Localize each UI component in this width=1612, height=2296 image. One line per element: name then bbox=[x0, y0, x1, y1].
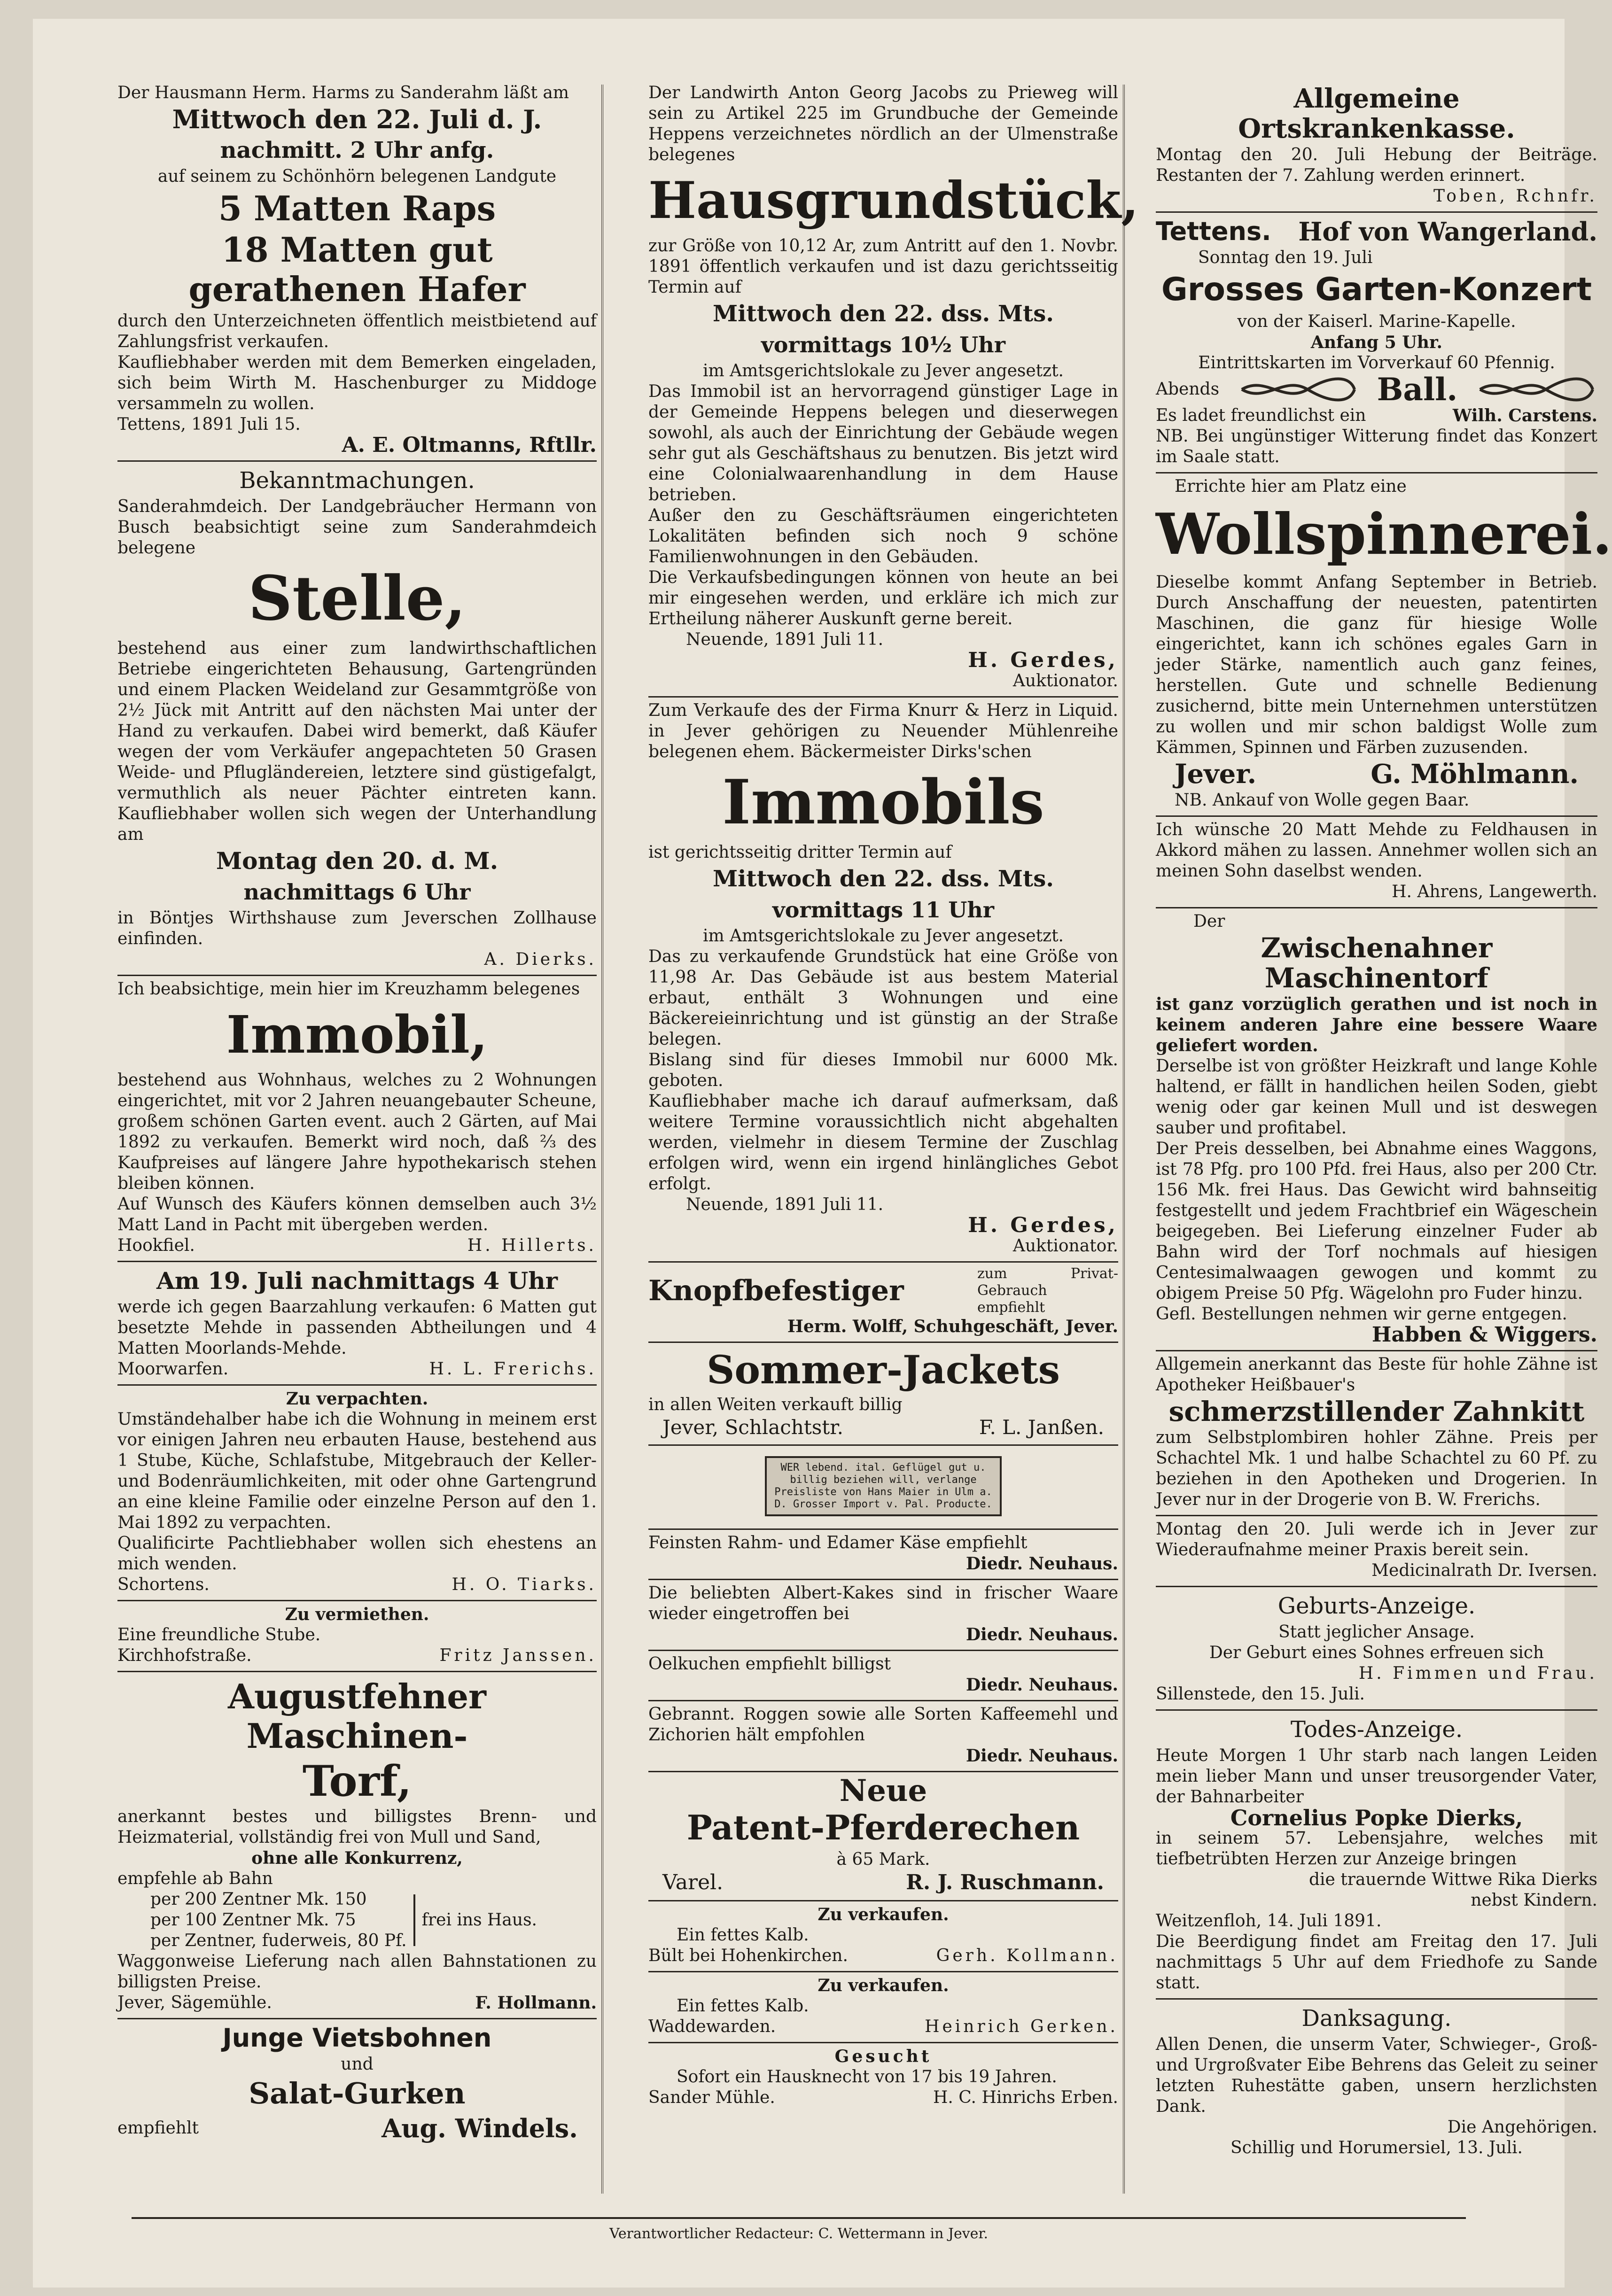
ad-iversen bbox=[1156, 1516, 1597, 1587]
ad-body: Statt jeglicher Ansage. Der Geburt eines Sohnes erfreuen sich bbox=[1209, 1622, 1544, 1662]
ad-neuhaus-3 bbox=[648, 1651, 1118, 1701]
ad-stamp bbox=[648, 1446, 1118, 1530]
ad-signature: Die Angehörigen. bbox=[1447, 2118, 1597, 2137]
ad-signature: H. Gerdes, bbox=[968, 1213, 1118, 1237]
ad-body: Montag den 20. Juli werde ich in Jever zur Wiederaufnahme meiner Praxis bereit sein. bbox=[1156, 1520, 1597, 1559]
ad-footer bbox=[117, 1235, 597, 1256]
ad-body: ist gerichtsseitig dritter Termin auf bbox=[648, 843, 952, 862]
ad-immobil-kreuzhamm bbox=[117, 976, 597, 1262]
ad-name: Cornelius Popke Dierks, bbox=[1230, 1805, 1523, 1831]
ad-kalb-2 bbox=[648, 1972, 1118, 2043]
ad-title: Allgemeine Ortskrankenkasse. bbox=[1238, 83, 1515, 144]
ad-signature: Medicinalrath Dr. Iversen. bbox=[1371, 1561, 1597, 1580]
ad-place: Bült bei Hohenkirchen. bbox=[648, 1946, 848, 1965]
ad-body: Die Beerdigung findet am Freitag den 17. Juli nachmittags 5 Uhr auf dem Friedhofe zu Sande statt. bbox=[1156, 1932, 1597, 1993]
ad-body: Gebrannt. Roggen sowie alle Sorten Kaffeemehl und Zichorien hält empfohlen bbox=[648, 1705, 1118, 1745]
ornament-right-icon bbox=[1475, 375, 1597, 403]
ad-place: Moorwarfen. bbox=[117, 1359, 229, 1379]
ad-signature: Herm. Wolff, Schuhgeschäft, Jever. bbox=[787, 1317, 1118, 1336]
ad-bold: ist ganz vorzüglich gerathen und ist noch in keinem anderen Jahre eine bessere Waare geliefert worden. bbox=[1156, 994, 1597, 1055]
ad-title: Junge Vietsbohnen bbox=[222, 2023, 492, 2053]
ad-lead: empfiehlt bbox=[117, 2118, 199, 2138]
ad-body: Ein fettes Kalb. bbox=[677, 1996, 809, 2016]
ad-signature: nebst Kindern. bbox=[1471, 1891, 1597, 1910]
ad-sommer-jackets bbox=[648, 1343, 1118, 1446]
ad-knopfbefestiger bbox=[648, 1263, 1118, 1343]
ad-body: Eine freundliche Stube. bbox=[117, 1625, 321, 1644]
ad-signature: Wilh. Carstens. bbox=[1452, 406, 1597, 426]
ad-intro: Errichte hier am Platz eine bbox=[1175, 477, 1407, 496]
ad-title: Zwischenahner Maschinentorf bbox=[1261, 932, 1493, 994]
ad-time: vormittags 11 Uhr bbox=[772, 897, 994, 923]
ad-title: Augustfehner Maschinen- bbox=[228, 1676, 486, 1756]
advert-stamp: WER lebend. ital. Geflügel gut u. billig beziehen will, verlange Preisliste von Hans Maier in Ulm a. D. Grosser Import v. Pal. Producte. bbox=[765, 1456, 1002, 1516]
ad-neuhaus-1 bbox=[648, 1530, 1118, 1580]
ad-intro: Der Landwirth Anton Georg Jacobs zu Prieweg will sein zu Artikel 225 im Grundbuche der Gemeinde Heppens verzeichnetes nördlich an der Ulmenstraße belegenes bbox=[648, 83, 1118, 164]
ad-heading: Zu verpachten. bbox=[286, 1389, 428, 1409]
ad-signature: Gerh. Kollmann. bbox=[936, 1946, 1118, 1965]
ad-title: Geburts-Anzeige. bbox=[1277, 1593, 1476, 1619]
ad-place: Neuende, 1891 Juli 11. bbox=[686, 630, 884, 649]
ball-row bbox=[1156, 371, 1597, 408]
ad-body: Feinsten Rahm- und Edamer Käse empfiehlt bbox=[648, 1533, 1028, 1552]
ad-title: Hausgrundstück, bbox=[648, 171, 1139, 230]
ad-item: 18 Matten gut gerathenen Hafer bbox=[188, 230, 526, 309]
ad-place: Jever, Sägemühle. bbox=[117, 1993, 272, 2012]
ad-lead: Der bbox=[1193, 912, 1225, 931]
ad-intro: Zum Verkaufe des der Firma Knurr & Herz in Liquid. in Jever gehörigen zu Neuender Mühlenreihe belegenen ehem. Bäckermeister Dirks'schen bbox=[648, 701, 1118, 761]
ad-date: Sonntag den 19. Juli bbox=[1198, 248, 1373, 267]
ad-location: im Amtsgerichtslokale zu Jever angesetzt. bbox=[702, 926, 1064, 946]
ad-zahnkitt bbox=[1156, 1351, 1597, 1516]
ad-date: Mittwoch den 22. dss. Mts. bbox=[713, 301, 1054, 327]
ad-immobils-neuende bbox=[648, 698, 1118, 1263]
ad-body: bestehend aus Wohnhaus, welches zu 2 Wohnungen eingerichtet, mit vor 2 Jahren neuangebauter Scheune, großem schönen Garten event. auch 2 Gärten, auf Mai 1892 zu verkaufen. Bemerkt wird noch, daß ⅔ des Kaufpreises auf längere Jahre hypothekarisch stehen bleiben können. Auf Wunsch des Käufers können demselben auch 3½ Matt Land in Pacht mit übergeben werden. bbox=[117, 1070, 597, 1234]
section-heading: Bekanntmachungen. bbox=[239, 467, 475, 494]
ad-intro: Allgemein anerkannt das Beste für hohle Zähne ist Apotheker Heißbauer's bbox=[1156, 1355, 1597, 1395]
column-left bbox=[117, 80, 597, 2149]
ad-body: Die beliebten Albert-Kakes sind in frischer Waare wieder eingetroffen bei bbox=[648, 1583, 1118, 1623]
ad-evening: Abends bbox=[1156, 380, 1220, 399]
ad-signature: R. J. Ruschmann. bbox=[906, 1870, 1104, 1894]
ad-body: Oelkuchen empfiehlt billigst bbox=[648, 1654, 891, 1674]
ad-title: Stelle, bbox=[248, 562, 466, 634]
ad-signature: H. Hillerts. bbox=[467, 1236, 597, 1255]
ad-title: Wollspinnerei. bbox=[1156, 501, 1612, 567]
ad-body: Derselbe ist von größter Heizkraft und lange Kohle haltend, er fällt in handlichen heilen Soden, giebt wenig oder gar keinen Mull und ist deswegen sauber und profitabel. Der Preis desselben, bei Abnahme eines Waggons, ist 78 Pfg. pro 100 Pfd. frei Haus, also per 200 Ctr. 156 Mk. frei Haus. Das Gewicht wird bahnseitig festgestellt und jedem Frachtbrief ein Wägeschein beigegeben. Bei Lieferung einzelner Fuder ab Bahn wird der Torf nochmals auf hiesigen Centesimalwaagen gewogen und kommt zu obigem Preise 50 Pfg. Wägelohn pro Fuder hinzu. Gefl. Bestellungen nehmen wir gerne entgegen. bbox=[1156, 1056, 1597, 1324]
ad-title: Sommer-Jackets bbox=[707, 1348, 1060, 1393]
ad-place: Neuende, 1891 Juli 11. bbox=[686, 1195, 884, 1214]
ad-conjunction: und bbox=[341, 2055, 374, 2074]
ad-neuhaus-2 bbox=[648, 1580, 1118, 1651]
ad-item: 5 Matten Raps bbox=[218, 188, 496, 228]
ad-title: Todes-Anzeige. bbox=[1290, 1716, 1463, 1743]
ad-footer bbox=[648, 1946, 1118, 1966]
ad-footer bbox=[1156, 758, 1597, 790]
ad-mehde bbox=[117, 1262, 597, 1386]
column-rule-2 bbox=[1123, 85, 1125, 2194]
ad-place: Schortens. bbox=[117, 1575, 210, 1594]
ad-title: Immobils bbox=[722, 766, 1044, 838]
ad-body: zur Größe von 10,12 Ar, zum Antritt auf den 1. Novbr. 1891 öffentlich verkaufen und ist dazu gerichtsseitig Termin auf bbox=[648, 236, 1118, 297]
page-footer: Verantwortlicher Redacteur: C. Wettermann in Jever. bbox=[132, 2217, 1466, 2242]
ad-title: Neue bbox=[839, 1773, 927, 1808]
ad-names: H. Fimmen und Frau. bbox=[1358, 1664, 1597, 1683]
ad-time: nachmitt. 2 Uhr anfg. bbox=[220, 137, 494, 163]
price-item: per Zentner, fuderweis, 80 Pf. bbox=[150, 1931, 407, 1950]
ad-pferderechen bbox=[648, 1772, 1118, 1901]
ad-footer bbox=[648, 1870, 1118, 1895]
ad-place: Schillig und Horumersiel, 13. Juli. bbox=[1230, 2138, 1523, 2157]
ad-harms-auction bbox=[117, 80, 597, 462]
ad-signature: H. Gerdes, bbox=[968, 648, 1118, 672]
ad-title: Hof von Wangerland. bbox=[1298, 217, 1597, 247]
ad-windels bbox=[117, 2019, 597, 2149]
ad-signature: F. Hollmann. bbox=[475, 1993, 597, 2013]
ad-konzert bbox=[1156, 213, 1597, 473]
ad-time: vormittags 10½ Uhr bbox=[761, 332, 1005, 357]
ad-signature: Diedr. Neuhaus. bbox=[966, 1554, 1118, 1574]
ad-footer bbox=[117, 2112, 597, 2144]
ad-ortskrankenkasse bbox=[1156, 80, 1597, 213]
ad-place: Varel. bbox=[662, 1870, 724, 1894]
ad-location: auf seinem zu Schönhörn belegenen Landgute bbox=[157, 167, 557, 186]
ad-body: Umständehalber habe ich die Wohnung in meinem erst vor einigen Jahren neu erbauten Hause, bestehend aus 1 Stube, Küche, Schlafstube, Mitgebrauch der Keller- und Bodenräumlichkeiten, mit oder ohne Gartengrund an eine kleine Familie oder einzelne Person auf den 1. Mai 1892 zu verpachten. Qualificirte Pachtliebhaber wollen sich ehestens an mich wenden. bbox=[117, 1410, 597, 1574]
ad-heading: Gesucht bbox=[834, 2047, 932, 2066]
ad-date: Am 19. Juli nachmittags 4 Uhr bbox=[156, 1267, 558, 1295]
ad-date: Mittwoch den 22. dss. Mts. bbox=[713, 866, 1054, 892]
ad-heading: Zu verkaufen. bbox=[818, 1905, 949, 1924]
ad-main: Grosses Garten-Konzert bbox=[1161, 271, 1592, 308]
ad-place: Sillenstede, den 15. Juli. bbox=[1156, 1684, 1365, 1704]
ad-body: anerkannt bestes und billigstes Brenn- und Heizmaterial, vollständig frei von Mull und Sand, bbox=[117, 1807, 597, 1847]
ad-by: von der Kaiserl. Marine-Kapelle. bbox=[1237, 312, 1516, 331]
ad-footer bbox=[117, 1359, 597, 1380]
ad-place: Jever. bbox=[1175, 759, 1257, 790]
price-item: per 100 Zentner Mk. 75 bbox=[150, 1910, 356, 1930]
ad-role: Auktionator. bbox=[1012, 671, 1118, 690]
ad-footer bbox=[117, 1645, 597, 1666]
ad-place: Jever, Schlachtstr. bbox=[662, 1416, 843, 1439]
ad-title: Knopfbefestiger bbox=[648, 1274, 904, 1307]
ad-place: Tettens, 1891 Juli 15. bbox=[117, 415, 301, 434]
ad-augustfehn-torf bbox=[117, 1672, 597, 2019]
ad-wollspinnerei bbox=[1156, 473, 1612, 817]
column-rule-1 bbox=[601, 85, 603, 2194]
ad-signature: H. O. Tiarks. bbox=[452, 1575, 597, 1594]
price-note: frei ins Haus. bbox=[421, 1910, 537, 1930]
ad-title: Salat-Gurken bbox=[249, 2076, 466, 2110]
ad-signature: G. Möhlmann. bbox=[1371, 759, 1579, 790]
ad-body: zum Selbstplombiren hohler Zähne. Preis per Schachtel Mk. 1 und halbe Schachtel zu 60 Pf. zu beziehen in den Apotheken und Drogerien. In Jever nur in der Drogerie von B. W. Frerichs. bbox=[1156, 1428, 1597, 1509]
ad-signature: H. L. Frerichs. bbox=[429, 1359, 597, 1379]
price-item: per 200 Zentner Mk. 150 bbox=[150, 1890, 367, 1909]
ad-body: Ein fettes Kalb. bbox=[677, 1925, 809, 1945]
ad-signature: F. L. Janßen. bbox=[979, 1416, 1104, 1439]
ad-note: zum Privat-Gebrauch empfiehlt bbox=[977, 1265, 1118, 1316]
ad-body: Ich wünsche 20 Matt Mehde zu Feldhausen in Akkord mähen zu lassen. Annehmer wollen sich an meinen Sohn daselbst wenden. bbox=[1156, 820, 1597, 881]
ad-signature: Diedr. Neuhaus. bbox=[966, 1746, 1118, 1766]
ad-body: Sofort ein Hausknecht von 17 bis 19 Jahren. bbox=[677, 2067, 1057, 2087]
ad-neuhaus-4 bbox=[648, 1701, 1118, 1772]
ad-place: Kirchhofstraße. bbox=[117, 1646, 252, 1665]
ad-geburt bbox=[1156, 1587, 1597, 1711]
ad-invite: Es ladet freundlichst ein bbox=[1156, 406, 1366, 425]
ad-place: Hookfiel. bbox=[117, 1236, 195, 1255]
ad-signature: A. E. Oltmanns, Rftllr. bbox=[342, 433, 597, 457]
price-items bbox=[150, 1889, 407, 1951]
ad-title: Patent-Pferderechen bbox=[686, 1807, 1080, 1847]
ad-nb: NB. Ankauf von Wolle gegen Baar. bbox=[1175, 791, 1470, 810]
ad-ball: Ball. bbox=[1377, 371, 1458, 408]
ad-signature: Diedr. Neuhaus. bbox=[966, 1625, 1118, 1644]
ad-tod bbox=[1156, 1711, 1597, 2000]
ad-stelle bbox=[117, 462, 597, 976]
ad-header bbox=[1156, 216, 1597, 248]
ad-location: in Böntjes Wirthshause zum Jeverschen Zollhause einfinden. bbox=[117, 908, 597, 948]
ad-body: werde ich gegen Baarzahlung verkaufen: 6 Matten gut besetzte Mehde in passenden Abtheilungen und 4 Matten Moorlands-Mehde. bbox=[117, 1297, 597, 1358]
ad-date: Montag den 20. d. M. bbox=[216, 847, 498, 875]
ad-body: Das zu verkaufende Grundstück hat eine Größe von 11,98 Ar. Das Gebäude ist aus bestem Material erbaut, enthält 3 Wohnungen und eine Bäckereieinrichtung und ist günstig an der Straße belegen. Bislang sind für dieses Immobil nur 6000 Mk. geboten. Kaufliebhaber mache ich darauf aufmerksam, daß weitere Termine voraussichtlich nicht abgehalten werden, vielmehr in diesem Termine der Zuschlag erfolgen wird, wenn ein irgend hinlängliches Gebot erfolgt. bbox=[648, 947, 1118, 1194]
ad-footer bbox=[648, 2087, 1118, 2108]
ad-danksagung bbox=[1156, 2000, 1597, 2163]
ad-location: im Amtsgerichtslokale zu Jever angesetzt. bbox=[702, 361, 1064, 380]
ad-title: Immobil, bbox=[226, 1004, 488, 1065]
ad-place: Tettens. bbox=[1156, 217, 1271, 246]
price-list bbox=[150, 1889, 597, 1951]
ad-intro: Ich beabsichtige, mein hier im Kreuzhamm belegenes bbox=[117, 979, 580, 999]
ad-title: schmerzstillender Zahnkitt bbox=[1168, 1396, 1585, 1427]
ad-heading: Zu vermiethen. bbox=[285, 1605, 429, 1624]
ad-body: in allen Weiten verkauft billig bbox=[648, 1395, 903, 1414]
ad-title: Danksagung. bbox=[1301, 2005, 1452, 2032]
ad-body: in seinem 57. Lebensjahre, welches mit tiefbetrübten Herzen zur Anzeige bringen bbox=[1156, 1829, 1597, 1869]
ad-title: Torf, bbox=[302, 1756, 412, 1806]
ad-note: ohne alle Konkurrenz, bbox=[251, 1848, 463, 1868]
ad-time: nachmittags 6 Uhr bbox=[243, 879, 471, 905]
ad-lead: empfehle ab Bahn bbox=[117, 1869, 273, 1888]
ad-hausgrundstueck bbox=[648, 80, 1139, 698]
ad-body: Das Immobil ist an hervorragend günstiger Lage in der Gemeinde Heppens belegen und dieserwegen sowohl, als auch der Einrichtung der Gebäude wegen sehr gut als Geschäftshaus zu benutzen. Bis jetzt wird eine Colonialwaarenhandlung in dem Hause betrieben. Außer den zu Geschäftsräumen eingerichteten Lokalitäten befinden sich noch 9 schöne Familienwohnungen in den Gebäuden. Die Verkaufsbedingungen können von heute an bei mir eingesehen werden, und erkläre ich mich zur Ertheilung näherer Auskunft gerne bereit. bbox=[648, 382, 1118, 628]
ad-ahrens bbox=[1156, 817, 1597, 908]
brace bbox=[413, 1894, 415, 1946]
ad-signature: Diedr. Neuhaus. bbox=[966, 1675, 1118, 1695]
column-middle bbox=[648, 80, 1139, 2113]
ad-signature: H. C. Hinrichs Erben. bbox=[933, 2088, 1118, 2107]
ad-signature: Habben & Wiggers. bbox=[1371, 1323, 1597, 1347]
ad-intro: Sanderahmdeich. Der Landgebräucher Hermann von Busch beabsichtigt seine zum Sanderahmdeich belegene bbox=[117, 497, 597, 558]
ad-signature: Heinrich Gerken. bbox=[925, 2017, 1118, 2036]
ad-footer bbox=[1156, 405, 1597, 426]
ad-kalb-1 bbox=[648, 1901, 1118, 1972]
ad-verpachten bbox=[117, 1386, 597, 1601]
ad-footer bbox=[648, 1415, 1118, 1440]
newspaper-page bbox=[33, 19, 1612, 2288]
ad-place: Waddewarden. bbox=[648, 2017, 776, 2036]
column-right bbox=[1156, 80, 1612, 2163]
ad-header bbox=[648, 1265, 1118, 1316]
ad-footer bbox=[117, 1575, 597, 1595]
ad-zwischenahn-torf bbox=[1156, 908, 1597, 1351]
ad-heading: Zu verkaufen. bbox=[818, 1976, 949, 1995]
ad-signature: A. Dierks. bbox=[484, 950, 597, 969]
ad-place: Sander Mühle. bbox=[648, 2088, 775, 2107]
ad-signature: H. Ahrens, Langewerth. bbox=[1392, 882, 1597, 901]
ad-role: Auktionator. bbox=[1012, 1236, 1118, 1256]
ornament-left-icon bbox=[1237, 375, 1359, 403]
ad-intro: Der Hausmann Herm. Harms zu Sanderahm läßt am bbox=[117, 83, 569, 102]
ad-start: Anfang 5 Uhr. bbox=[1310, 333, 1443, 352]
ad-footer bbox=[648, 2017, 1118, 2037]
ad-body: bestehend aus einer zum landwirthschaftlichen Betriebe eingerichteten Behausung, Gartengründen und einem Placken Weideland zur Gesammtgröße von 2½ Jück mit Antritt auf den nächsten Mai unter der Hand zu verkaufen. Dabei wird bemerkt, daß Käufer wegen der vom Verkäufer angepachteten 50 Grasen Weide- und Pflugländereien, letztere sind güstigefalgt, vermuthlich als neuer Pächter eintreten kann. Kaufliebhaber wollen sich wegen der Unterhandlung am bbox=[117, 639, 597, 844]
ad-date: Mittwoch den 22. Juli d. J. bbox=[172, 104, 542, 134]
ad-signature: Aug. Windels. bbox=[382, 2113, 578, 2143]
ad-price: à 65 Mark. bbox=[836, 1850, 930, 1869]
ad-footer bbox=[117, 1993, 597, 2013]
ad-tickets: Eintrittskarten im Vorverkauf 60 Pfennig. bbox=[1198, 353, 1555, 372]
ad-vermiethen bbox=[117, 1601, 597, 1672]
ad-nb: NB. Bei ungünstiger Witterung findet das Konzert im Saale statt. bbox=[1156, 427, 1597, 466]
ad-place: Weitzenfloh, 14. Juli 1891. bbox=[1156, 1911, 1382, 1931]
ad-body: Allen Denen, die unserm Vater, Schwieger-, Groß- und Urgroßvater Eibe Behrens das Geleit zu seiner letzten Ruhestätte gaben, unsern herzlichsten Dank. bbox=[1156, 2035, 1597, 2116]
ad-body: Dieselbe kommt Anfang September in Betrieb. Durch Anschaffung der neuesten, patentirten Maschinen, die ganz für hiesige Wolle eingerichtet, kann ich schönes egales Garn in jeder Stärke, namentlich auch ganz feines, herstellen. Gute und schnelle Bedienung zusichernd, bitte mein Unternehmen unterstützen zu wollen und mir schon baldigst Wolle zum Kämmen, Spinnen und Färben zuzusenden. bbox=[1156, 573, 1597, 757]
ad-signature: Toben, Rchnfr. bbox=[1433, 186, 1597, 206]
ad-body: Waggonweise Lieferung nach allen Bahnstationen zu billigsten Preise. bbox=[117, 1952, 597, 1992]
ad-signature: Fritz Janssen. bbox=[439, 1646, 597, 1665]
ad-body: durch den Unterzeichneten öffentlich meistbietend auf Zahlungsfrist verkaufen. Kaufliebhaber werden mit dem Bemerken eingeladen, sich beim Wirth M. Haschenburger zu Middoge versammeln zu wollen. bbox=[117, 311, 597, 413]
ad-body: Heute Morgen 1 Uhr starb nach langen Leiden mein lieber Mann und unser treusorgender Vater, der Bahnarbeiter bbox=[1156, 1746, 1597, 1807]
ad-body: Montag den 20. Juli Hebung der Beiträge. Restanten der 7. Zahlung werden erinnert. bbox=[1156, 145, 1597, 185]
ad-signature: die trauernde Wittwe Rika Dierks bbox=[1308, 1870, 1597, 1889]
ad-gesucht bbox=[648, 2043, 1118, 2113]
